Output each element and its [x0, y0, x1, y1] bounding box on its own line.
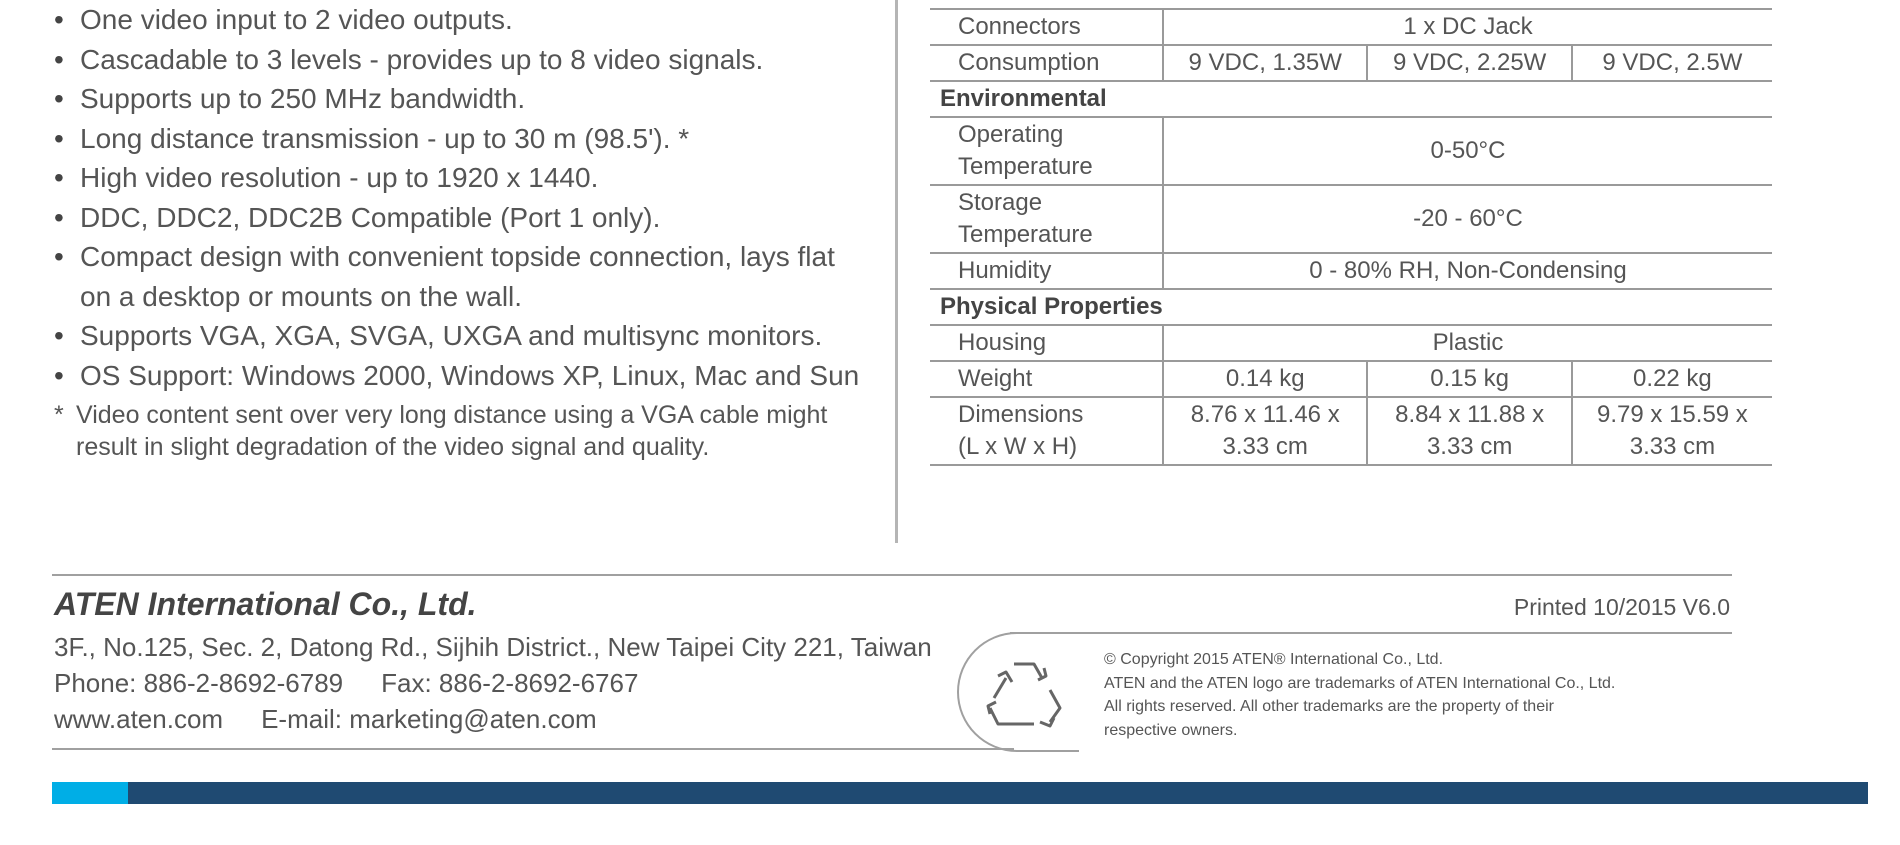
spec-value: 9.79 x 15.59 x 3.33 cm	[1572, 397, 1772, 465]
table-row	[930, 117, 1772, 185]
spec-label: Storage Temperature	[930, 185, 1163, 253]
feature-item: • Long distance transmission - up to 30 m (98.5'). *	[54, 122, 690, 154]
email-link[interactable]: E-mail: marketing@aten.com	[261, 704, 597, 734]
section-heading: Physical Properties	[930, 289, 1772, 325]
copyright-notice: © Copyright 2015 ATEN® International Co., Ltd. ATEN and the ATEN logo are trademarks of ATEN International Co., Ltd. All rights reserved. All other trademarks are the property of their respective owners.	[1104, 651, 1616, 739]
table-row	[930, 45, 1772, 81]
section-heading: Environmental	[930, 81, 1772, 117]
company-name: ATEN International Co., Ltd.	[54, 586, 477, 622]
accent-bar-light	[52, 782, 128, 804]
spec-value: 1 x DC Jack	[1163, 9, 1772, 45]
table-row	[930, 253, 1772, 289]
specifications-table	[930, 8, 1772, 466]
contact-web-email	[54, 703, 597, 735]
recycle-icon	[984, 656, 1064, 732]
feature-item: • High video resolution - up to 1920 x 1440.	[54, 162, 599, 193]
table-row	[930, 185, 1772, 253]
feature-item: • Compact design with convenient topside connection, lays flat on a desktop or mounts on the wall.	[54, 241, 835, 312]
table-row	[930, 325, 1772, 361]
section-row	[930, 289, 1772, 325]
spec-value: 9 VDC, 2.25W	[1367, 45, 1571, 81]
spec-value: 9 VDC, 1.35W	[1163, 45, 1367, 81]
contact-phone-fax	[54, 667, 638, 699]
print-version: Printed 10/2015 V6.0	[1513, 594, 1730, 620]
spec-value: 9 VDC, 2.5W	[1572, 45, 1772, 81]
feature-item: • OS Support: Windows 2000, Windows XP, Linux, Mac and Sun	[54, 359, 860, 391]
footer-divider	[52, 748, 1014, 750]
column-divider	[895, 0, 898, 543]
spec-value: Plastic	[1163, 325, 1772, 361]
spec-value: 0 - 80% RH, Non-Condensing	[1163, 253, 1772, 289]
spec-value: 8.84 x 11.88 x 3.33 cm	[1367, 397, 1571, 465]
section-row	[930, 81, 1772, 117]
spec-label: Housing	[930, 325, 1163, 361]
features-list	[52, 0, 864, 463]
fax-number: Fax: 886-2-8692-6767	[381, 668, 639, 698]
feature-item: • Supports VGA, XGA, SVGA, UXGA and multisync monitors.	[54, 320, 823, 351]
table-row	[930, 397, 1772, 465]
spec-value: 0.22 kg	[1572, 361, 1772, 397]
feature-item: • Supports up to 250 MHz bandwidth.	[54, 83, 526, 114]
spec-label: Consumption	[930, 45, 1163, 81]
spec-label: Weight	[930, 361, 1163, 397]
spec-label: Dimensions (L x W x H)	[930, 397, 1163, 465]
footer-divider	[52, 574, 1732, 576]
spec-label: Connectors	[930, 9, 1163, 45]
footnote: * Video content sent over very long distance using a VGA cable might result in slight degradation of the video signal and quality.	[54, 401, 828, 461]
spec-value: 0.14 kg	[1163, 361, 1367, 397]
spec-label: Operating Temperature	[930, 117, 1163, 185]
footer-divider	[1010, 632, 1732, 634]
accent-bar-dark	[128, 782, 1868, 804]
phone-number: Phone: 886-2-8692-6789	[54, 668, 344, 698]
spec-value: 0-50°C	[1163, 117, 1772, 185]
spec-label: Humidity	[930, 253, 1163, 289]
company-address: 3F., No.125, Sec. 2, Datong Rd., Sijhih District., New Taipei City 221, Taiwan	[54, 632, 932, 662]
spec-value: 8.76 x 11.46 x 3.33 cm	[1163, 397, 1367, 465]
spec-value: 0.15 kg	[1367, 361, 1571, 397]
feature-item: • One video input to 2 video outputs.	[54, 4, 513, 35]
feature-item: • DDC, DDC2, DDC2B Compatible (Port 1 only).	[54, 201, 661, 233]
website-link[interactable]: www.aten.com	[54, 704, 224, 734]
feature-item: • Cascadable to 3 levels - provides up to 8 video signals.	[54, 43, 764, 75]
table-row	[930, 9, 1772, 45]
spec-value: -20 - 60°C	[1163, 185, 1772, 253]
table-row	[930, 361, 1772, 397]
